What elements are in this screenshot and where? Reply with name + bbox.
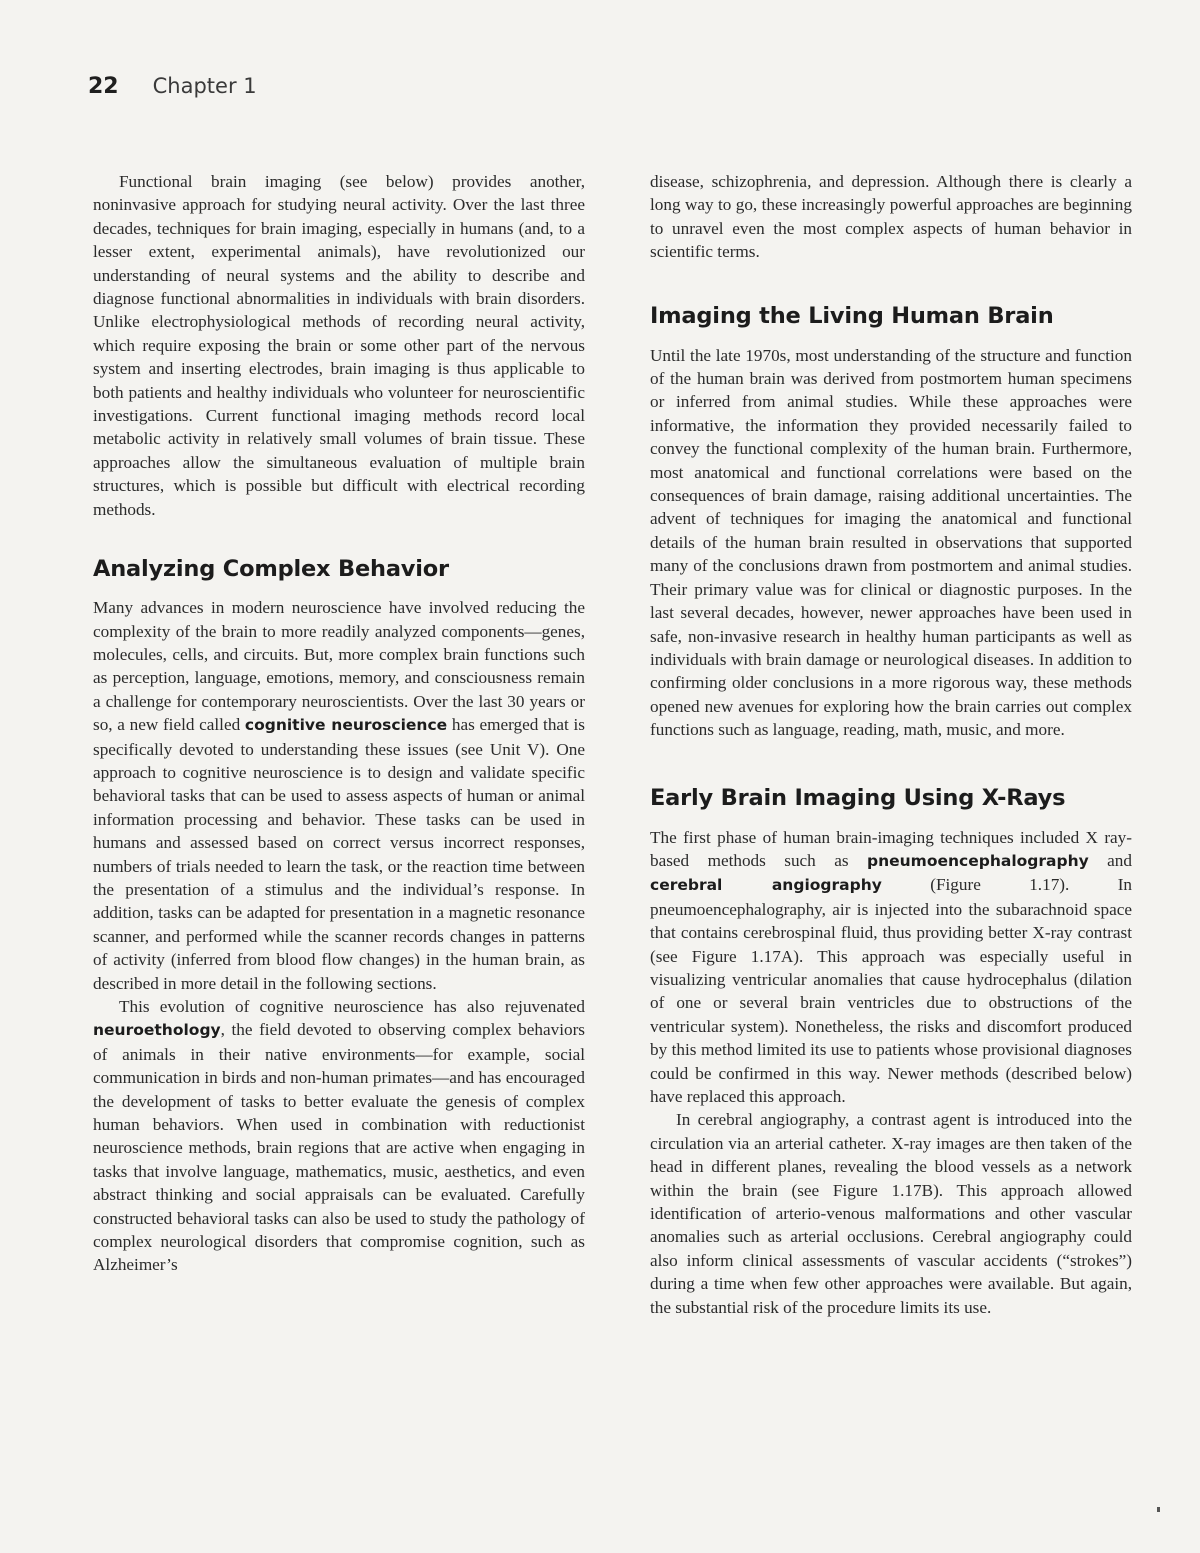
paragraph-cerebral-angiography: In cerebral angiography, a contrast agent is introduced into the circulation via an arterial catheter. X-ray images are then taken of the head in different planes, revealing the blood vessels as a network within the brain (see Figure 1.17B). This approach allowed identification of arterio-venous malformations and other vascular anomalies such as arterial occlusions. Cerebral angiography could also inform clinical assessments of vascular accidents (“strokes”) during a time when few other approaches were available. But again, the substantial risk of the procedure limits its use. <box>650 1110 1132 1317</box>
term-neuroethology: neuroethology <box>93 1021 221 1040</box>
page-number: 22 <box>88 74 119 99</box>
term-cerebral-angiography: cerebral angiography <box>650 876 882 895</box>
term-pneumoencephalography: pneumoencephalography <box>867 851 1089 870</box>
paragraph-imaging-history: Until the late 1970s, most understanding of the structure and function of the human brain was derived from postmortem human specimens or inferred from animal studies. While these approaches were informative, the information they provided necessarily failed to convey the functional complexity of the human brain. Furthermore, most anatomical and functional correlations were based on the consequences of brain damage, raising additional uncertainties. The advent of techniques for imaging the anatomical and functional details of the human brain resulted in observations that supported many of the conclusions drawn from postmortem and animal studies. Their primary value was for clinical or diagnostic purposes. In the last several decades, however, newer approaches have been used in safe, non-invasive research in healthy human participants as well as individuals with brain damage or neurological diseases. In addition to confirming older conclusions in a more rigorous way, these methods opened new avenues for exploring how the brain carries out complex functions such as language, reading, math, music, and more. <box>650 345 1132 740</box>
paragraph-functional-imaging: Functional brain imaging (see below) provides another, noninvasive approach for studying neural activity. Over the last three decades, techniques for brain imaging, especially in humans (and, to a lesser extent, experimental animals), have revolutionized our understanding of neural systems and the ability to describe and diagnose functional abnormalities in individuals with brain disorders. Unlike electrophysiological methods of recording neural activity, which require exposing the brain or some other part of the nervous system and inserting electrodes, brain imaging is thus applicable to both patients and healthy individuals who volunteer for neuroscientific investigations. Current functional imaging methods record local metabolic activity in relatively small volumes of brain tissue. These approaches allow the simultaneous evaluation of multiple brain structures, which is possible but difficult with electrical recording methods. <box>93 172 585 519</box>
paragraph-pneumoencephalography: The first phase of human brain-imaging techniques included X ray-based methods such as pneumoencephalography and cerebral angiography (Figure 1.17). In pneumoencephalography, air is injected into the subarachnoid space that contains cerebrospinal fluid, thus providing better X-ray contrast (see Figure 1.17A). This approach was especially useful in visualizing ventricular anomalies that cause hydrocephalus (dilation of one or several brain ventricles due to obstructions of the ventricular system). Nonetheless, the risks and discomfort produced by this method limited its use to patients whose provisional diagnoses could be confirmed in this way. Newer methods (described below) have replaced this approach. <box>650 827 1133 1106</box>
paragraph-continued: disease, schizophrenia, and depression. Although there is clearly a long way to go, these increasingly powerful approaches are beginning to unravel even the most complex aspects of human behavior in scientific terms. <box>650 172 1132 262</box>
section-heading-early-xray-imaging: Early Brain Imaging Using X-Rays <box>650 784 1066 811</box>
section-heading-imaging-living-brain: Imaging the Living Human Brain <box>650 302 1054 329</box>
left-column <box>93 170 585 1277</box>
paragraph-cognitive-neuroscience: Many advances in modern neuroscience have involved reducing the complexity of the brain to more readily analyzed components—genes, molecules, cells, and circuits. But, more complex brain functions such as perception, language, emotions, memory, and consciousness remain a challenge for contemporary neuroscientists. Over the last 30 years or so, a new field called cognitive neuroscience has emerged that is specifically devoted to understanding these issues (see Unit V). One approach to cognitive neuroscience is to design and validate specific behavioral tasks that can be used to assess aspects of human or animal information processing and behavior. These tasks can be used in humans and assessed based on correct versus incorrect responses, numbers of trials needed to learn the task, or the reaction time between the presentation of a stimulus and the individual’s response. In addition, tasks can be adapted for presentation in a magnetic resonance scanner, and performed while the scanner records changes in patterns of activity (inferred from blood flow changes) in the human brain, as described in more detail in the following sections. <box>93 598 585 993</box>
paragraph-neuroethology: This evolution of cognitive neuroscience has also rejuvenated neuroethology, the field devoted to observing complex behaviors of animals in their native environments—for example, social communication in birds and non-human primates—and has encouraged the development of tasks to better evaluate the genesis of complex human behaviors. When used in combination with reductionist neuroscience methods, brain regions that are active when engaging in tasks that involve language, mathematics, music, aesthetics, and even abstract thinking and social appraisals can be evaluated. Carefully constructed behavioral tasks can also be used to study the pathology of complex neurological disorders that compromise cognition, such as Alzheimer’s <box>93 997 585 1275</box>
term-cognitive-neuroscience: cognitive neuroscience <box>244 716 448 735</box>
page-header <box>88 74 257 99</box>
section-heading-analyzing-complex-behavior: Analyzing Complex Behavior <box>93 556 449 583</box>
scan-mark <box>1157 1507 1160 1512</box>
right-column <box>650 170 1132 1319</box>
chapter-label: Chapter 1 <box>152 74 257 98</box>
